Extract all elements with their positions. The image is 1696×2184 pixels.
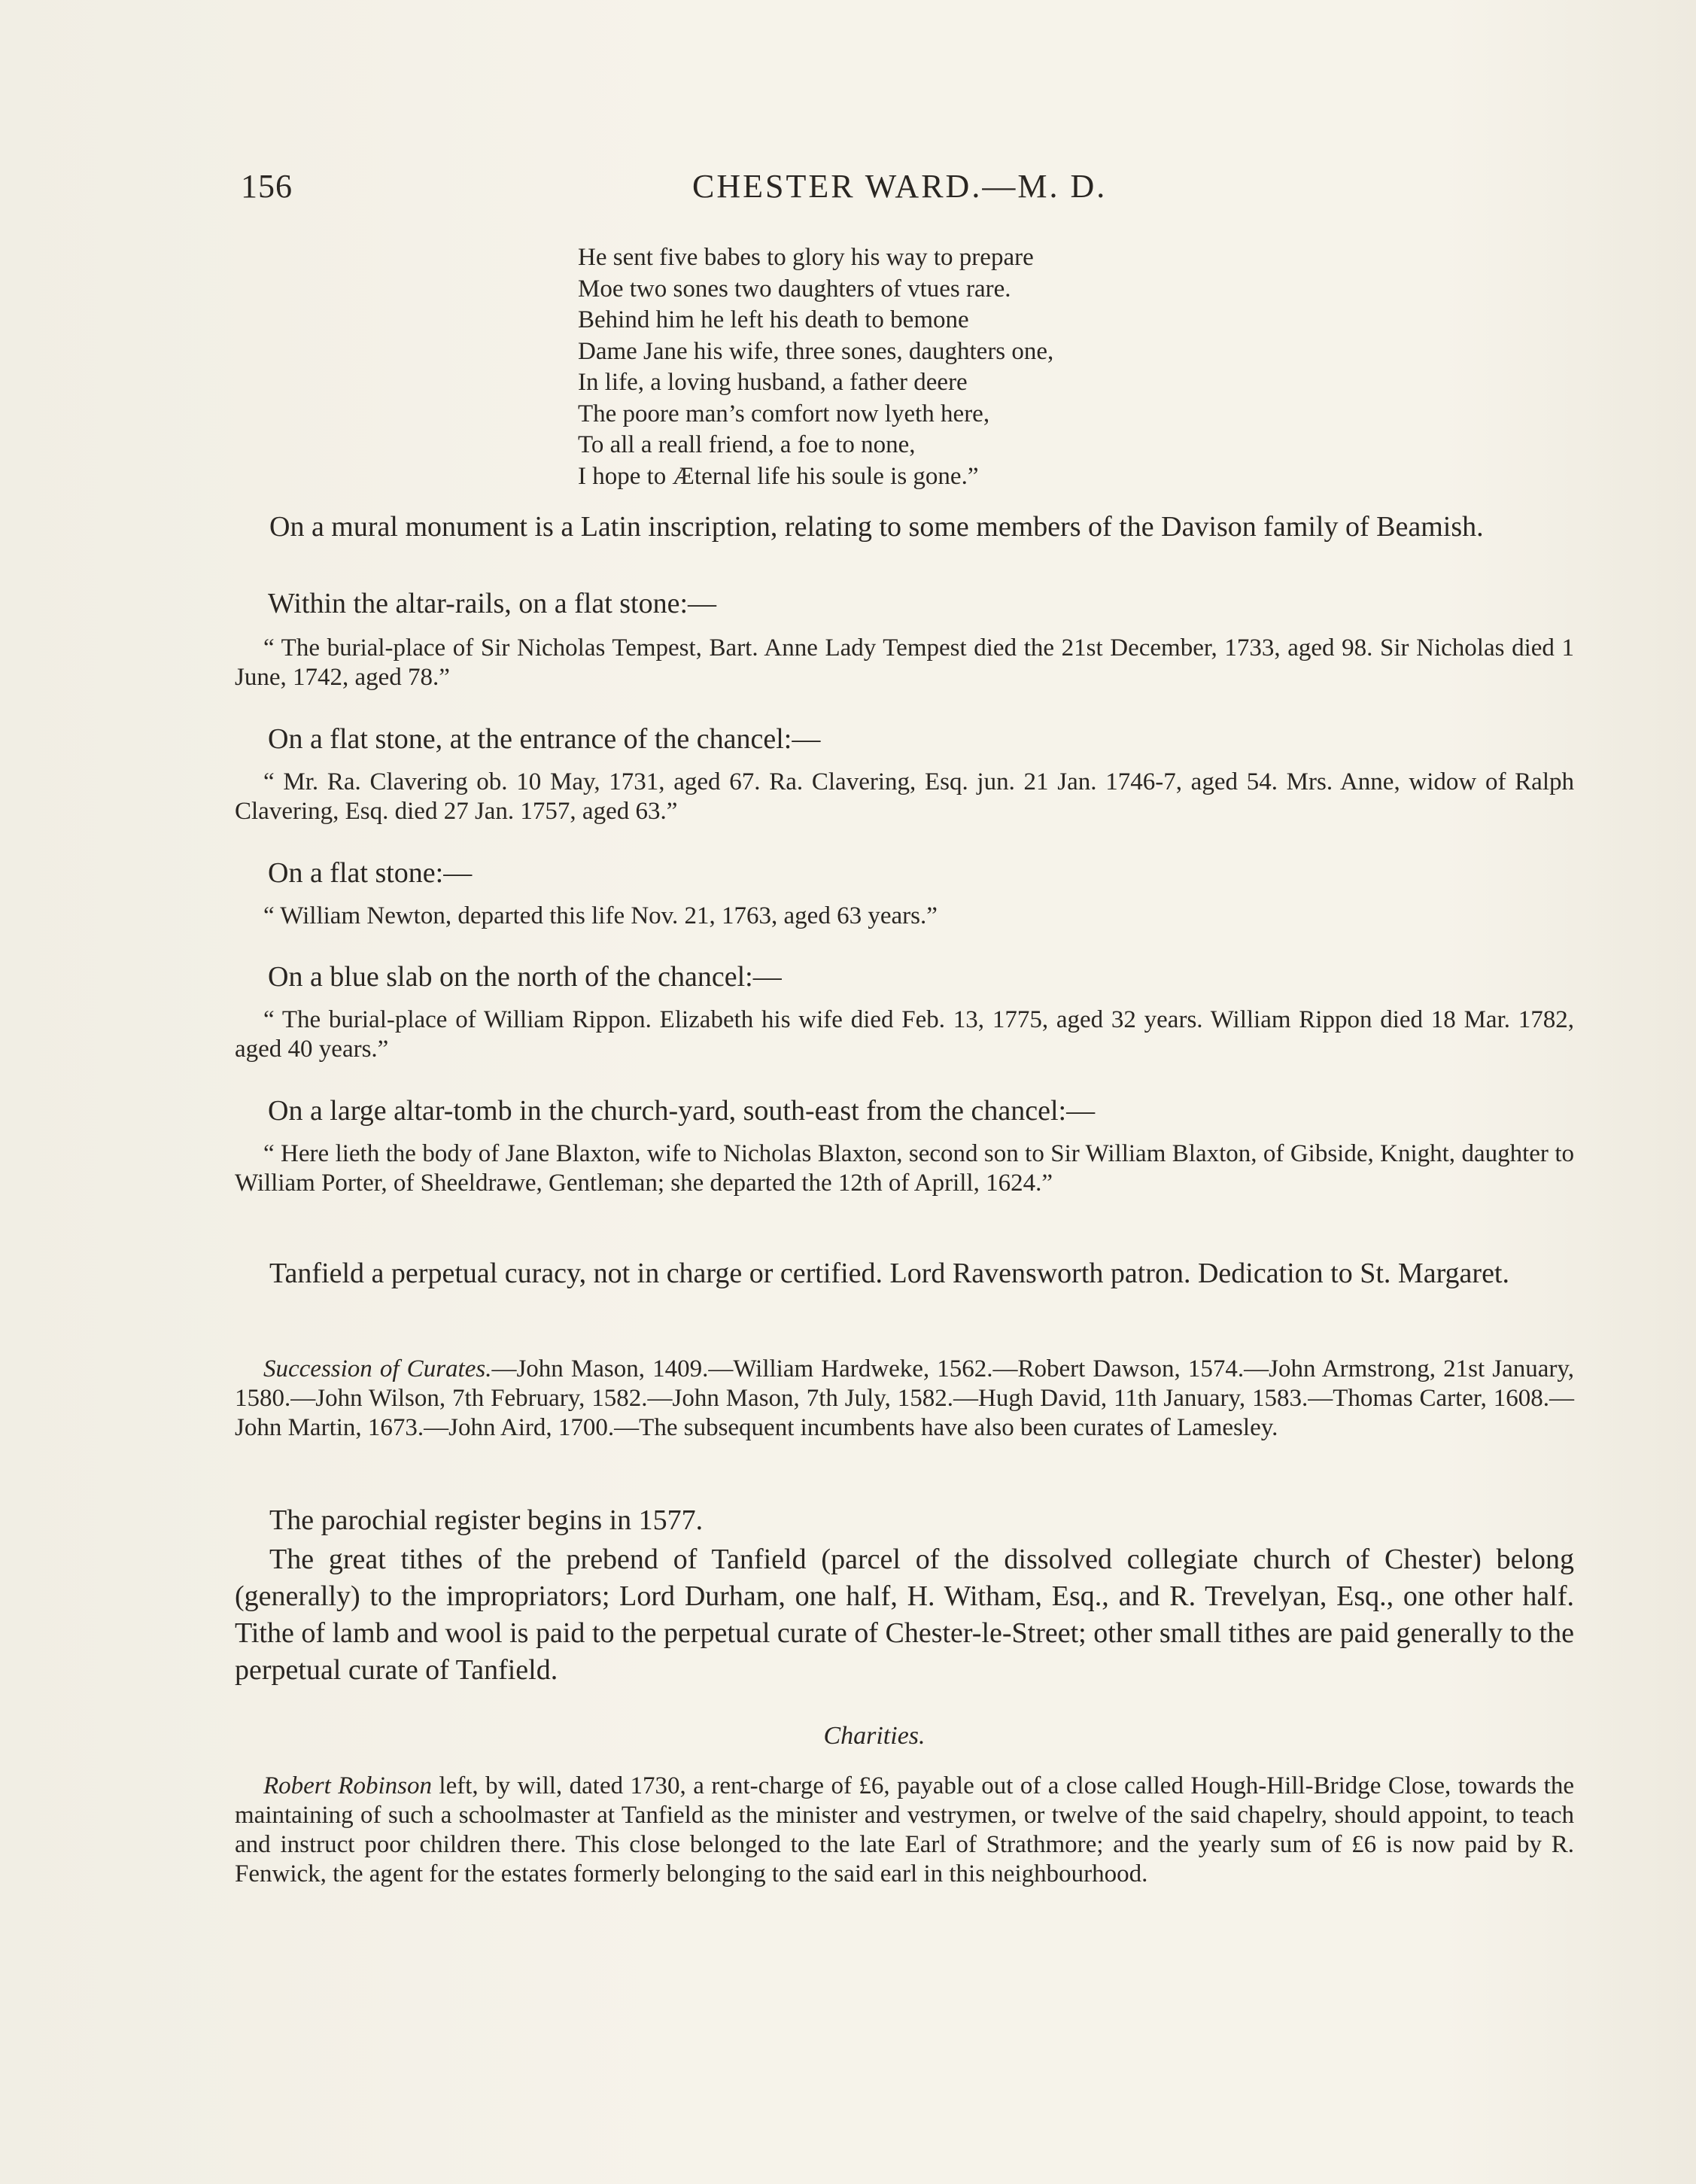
- paragraph-curates: [235, 1355, 1574, 1443]
- paragraph-flat-stone: On a flat stone:—: [268, 857, 473, 889]
- page-number: 156: [241, 168, 293, 205]
- paragraph-altar-tomb: On a large altar-tomb in the church-yard, south-east from the chancel:—: [268, 1095, 1096, 1127]
- inscription-newton: “ William Newton, departed this life Nov. 21, 1763, aged 63 years.”: [263, 902, 938, 929]
- paragraph-tithes: The great tithes of the prebend of Tanfield (parcel of the dissolved collegiate church of Chester) belong (generally) to the impropriators; Lord Durham, one half, H. Witham, Esq., and R. Trevelyan, Esq., one other half. Tithe of lamb and wool is paid to the perpetual curate of Chester-le-Street; other small tithes are paid generally to the perpetual curate of Tanfield.: [235, 1544, 1574, 1686]
- verse-line: He sent five babes to glory his way to prepare: [578, 244, 1034, 271]
- curates-list: —John Mason, 1409.—William Hardweke, 1562.—Robert Dawson, 1574.—John Armstrong, 21st January, 1580.—John Wilson, 7th February, 1582.—John Mason, 7th July, 1582.—Hugh David, 11th January, 1583.—Thomas Carter, 1608.—John Martin, 1673.—John Aird, 1700.—The subsequent incumbents have also been curates of Lamesley.: [235, 1355, 1574, 1441]
- paragraph-register: The parochial register begins in 1577.: [269, 1504, 704, 1536]
- robinson-name: Robert Robinson: [263, 1772, 432, 1799]
- verse-line: Dame Jane his wife, three sones, daughters one,: [578, 337, 1054, 365]
- page-header: [241, 167, 1573, 212]
- verse-line: I hope to Æternal life his soule is gone.”: [578, 462, 979, 490]
- paragraph-mural-monument: On a mural monument is a Latin inscription, relating to some members of the Davison family of Beamish.: [269, 511, 1484, 543]
- paragraph-tanfield: Tanfield a perpetual curacy, not in charge or certified. Lord Ravensworth patron. Dedication to St. Margaret.: [269, 1258, 1509, 1289]
- verse-line: In life, a loving husband, a father deere: [578, 369, 968, 396]
- paragraph-chancel-entrance: On a flat stone, at the entrance of the chancel:—: [268, 723, 821, 755]
- robinson-text: left, by will, dated 1730, a rent-charge of £6, payable out of a close called Hough-Hill-Bridge Close, towards the maintaining of such a schoolmaster at Tanfield as the minister and vestrymen, or twelve of the said chapelry, should appoint, to teach and instruct poor children there. This close belonged to the late Earl of Strathmore; and the yearly sum of £6 is now paid by R. Fenwick, the agent for the estates formerly belonging to the said earl in this neighbourhood.: [235, 1772, 1574, 1887]
- epitaph-verse: [578, 242, 1255, 492]
- inscription-tempest: “ The burial-place of Sir Nicholas Tempest, Bart. Anne Lady Tempest died the 21st December, 1733, aged 98. Sir Nicholas died 1 June, 1742, aged 78.”: [235, 634, 1574, 691]
- inscription-rippon: “ The burial-place of William Rippon. Elizabeth his wife died Feb. 13, 1775, aged 32 years. William Rippon died 18 Mar. 1782, aged 40 years.”: [235, 1006, 1574, 1063]
- verse-line: To all a reall friend, a foe to none,: [578, 431, 916, 458]
- curates-label: Succession of Curates.: [263, 1355, 492, 1382]
- paragraph-altar-rails: Within the altar-rails, on a flat stone:—: [268, 588, 717, 619]
- paragraph-robinson-charity: [235, 1772, 1574, 1889]
- verse-line: The poore man’s comfort now lyeth here,: [578, 400, 990, 427]
- verse-line: Behind him he left his death to bemone: [578, 306, 969, 333]
- paragraph-blue-slab: On a blue slab on the north of the chancel:—: [268, 961, 782, 993]
- inscription-blaxton: “ Here lieth the body of Jane Blaxton, wife to Nicholas Blaxton, second son to Sir William Blaxton, of Gibside, Knight, daughter to William Porter, of Sheeldrawe, Gentleman; she departed the 12th of Aprill, 1624.”: [235, 1140, 1574, 1197]
- inscription-clavering: “ Mr. Ra. Clavering ob. 10 May, 1731, aged 67. Ra. Clavering, Esq. jun. 21 Jan. 1746-7, aged 54. Mrs. Anne, widow of Ralph Clavering, Esq. died 27 Jan. 1757, aged 63.”: [235, 768, 1574, 825]
- charities-heading: Charities.: [823, 1722, 926, 1750]
- running-head: CHESTER WARD.—M. D.: [692, 168, 1108, 205]
- verse-line: Moe two sones two daughters of vtues rare.: [578, 275, 1011, 303]
